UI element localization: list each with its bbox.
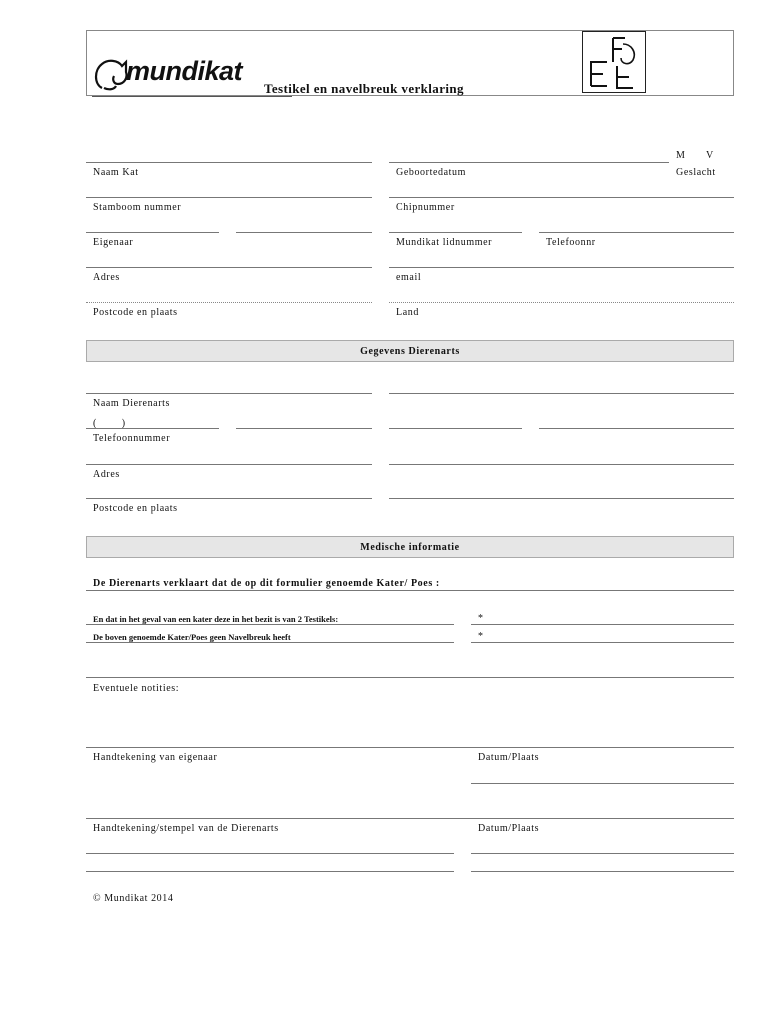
dierenarts-adres-field-right[interactable] <box>389 464 734 465</box>
eigenaar-label: Eigenaar <box>93 237 134 248</box>
adres-field[interactable] <box>86 267 372 268</box>
page-title: Testikel en navelbreuk verklaring <box>264 81 464 96</box>
testikels-text: En dat in het geval van een kater deze in het bezit is van 2 Testikels: <box>93 614 339 624</box>
datum1-label: Datum/Plaats <box>478 752 540 763</box>
eigenaar-signature-label: Handtekening van eigenaar <box>93 752 218 763</box>
testikels-answer-field[interactable] <box>471 624 734 625</box>
dierenarts-naam-field-right[interactable] <box>389 393 734 394</box>
postcode-field[interactable] <box>86 302 372 303</box>
email-label: email <box>396 272 422 283</box>
vet-section-header: Gegevens Dierenarts <box>86 340 734 362</box>
copyright-text: © Mundikat 2014 <box>93 893 174 904</box>
telefoonnr-field[interactable] <box>539 232 734 233</box>
navelbreuk-text: De boven genoemde Kater/Poes geen Navelbreuk heeft <box>93 632 291 642</box>
datum2-field[interactable] <box>471 853 734 854</box>
dierenarts-postcode-label: Postcode en plaats <box>93 503 178 514</box>
fife-emblem-icon <box>583 32 645 92</box>
adres-label: Adres <box>93 272 120 283</box>
telefoonnr-label: Telefoonnr <box>546 237 596 248</box>
testikels-mark: * <box>478 613 484 624</box>
land-label: Land <box>396 307 419 318</box>
chipnummer-label: Chipnummer <box>396 202 455 213</box>
dierenarts-tel-field-2[interactable] <box>236 428 372 429</box>
medical-section-header: Medische informatie <box>86 536 734 558</box>
datum1-field[interactable] <box>471 783 734 784</box>
dierenarts-adres-label: Adres <box>93 469 120 480</box>
dierenarts-signature-label: Handtekening/stempel van de Dierenarts <box>93 823 279 834</box>
naam-kat-field[interactable] <box>86 162 372 163</box>
datum2-label: Datum/Plaats <box>478 823 540 834</box>
phone-prefix: ( ) <box>93 418 126 429</box>
eigenaar-signature-field[interactable] <box>86 747 734 748</box>
gender-v-label: V <box>706 150 714 161</box>
telefoonnummer-label: Telefoonnummer <box>93 433 171 444</box>
logo-text: mundikat <box>126 56 243 86</box>
fife-logo <box>582 31 646 93</box>
stamboom-label: Stamboom nummer <box>93 202 182 213</box>
eigenaar-field-2[interactable] <box>236 232 372 233</box>
notities-field[interactable] <box>86 677 734 678</box>
dierenarts-naam-field[interactable] <box>86 393 372 394</box>
dierenarts-tel-field-1[interactable] <box>86 428 219 429</box>
geslacht-label: Geslacht <box>676 167 716 178</box>
dierenarts-postcode-field[interactable] <box>86 498 372 499</box>
land-field[interactable] <box>389 302 734 303</box>
lidnummer-field[interactable] <box>389 232 522 233</box>
gender-m-label: M <box>676 150 686 161</box>
geboortedatum-field[interactable] <box>389 162 669 163</box>
dierenarts-postcode-field-right[interactable] <box>389 498 734 499</box>
dierenarts-adres-field[interactable] <box>86 464 372 465</box>
postcode-label: Postcode en plaats <box>93 307 178 318</box>
lidnummer-label: Mundikat lidnummer <box>396 237 493 248</box>
dierenarts-signature-field[interactable] <box>86 818 734 819</box>
navelbreuk-answer-field[interactable] <box>471 642 734 643</box>
geboortedatum-label: Geboortedatum <box>396 167 467 178</box>
declaration-text: De Dierenarts verklaart dat de op dit formulier genoemde Kater/ Poes : <box>93 578 440 589</box>
email-field[interactable] <box>389 267 734 268</box>
dierenarts-naam-label: Naam Dierenarts <box>93 398 171 409</box>
dierenarts-tel-field-4[interactable] <box>539 428 734 429</box>
notities-label: Eventuele notities: <box>93 683 180 694</box>
navelbreuk-mark: * <box>478 631 484 642</box>
mundikat-logo <box>92 54 262 96</box>
eigenaar-field-1[interactable] <box>86 232 219 233</box>
cat-icon <box>92 54 130 96</box>
naam-kat-label: Naam Kat <box>93 167 139 178</box>
stamboom-field[interactable] <box>86 197 372 198</box>
dierenarts-tel-field-3[interactable] <box>389 428 522 429</box>
chipnummer-field[interactable] <box>389 197 734 198</box>
